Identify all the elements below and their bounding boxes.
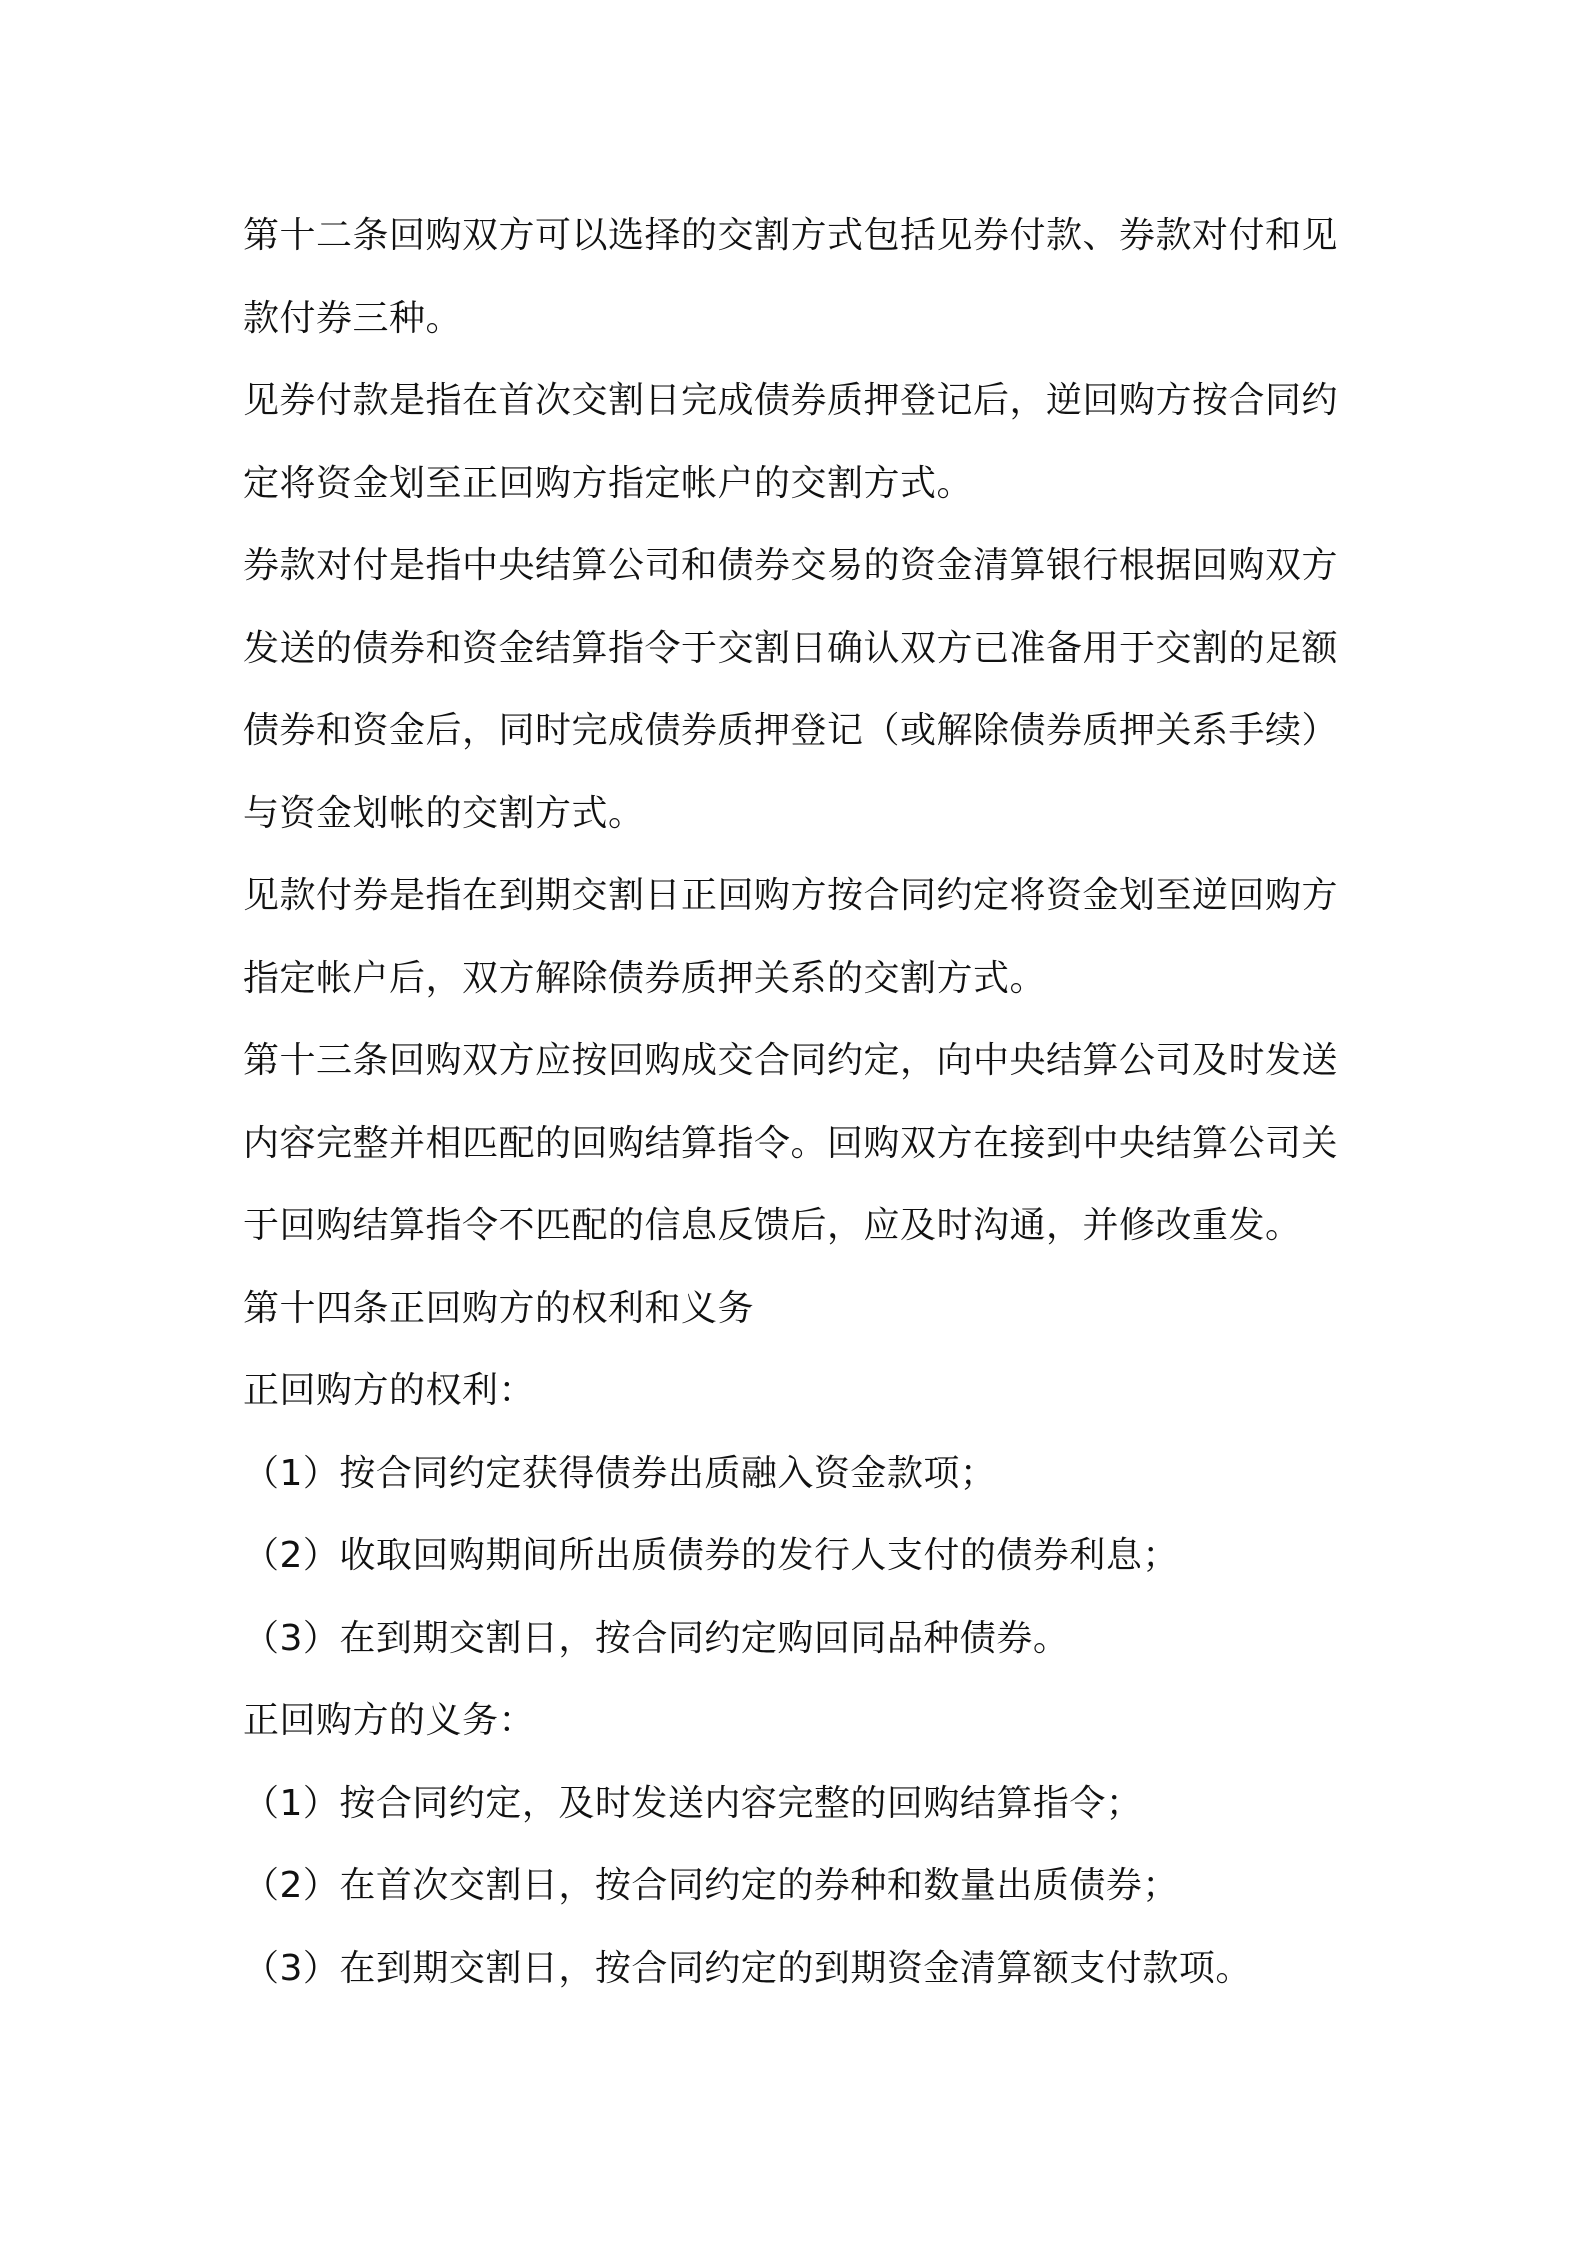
obligations-item-1: （1）按合同约定，及时发送内容完整的回购结算指令； [243,1782,1143,1824]
obligations-item-2: （2）在首次交割日，按合同约定的券种和数量出质债券； [243,1865,1179,1906]
delivery-versus-payment-paragraph: 券款对付是指中央结算公司和债券交易的资金清算银行根据回购双方发送的债券和资金结算指令于交割日确认双方已准备用于交割的足额债券和资金后，同时完成债券质押登记（或解除债券质押关系手续）与资金划帐的交割方式。 [243,545,1339,834]
obligations-item-3: （3）在到期交割日，按合同约定的到期资金清算额支付款项。 [243,1947,1252,1989]
repo-party-obligations-heading: 正回购方的义务： [243,1700,536,1741]
article-12-paragraph: 第十二条回购双方可以选择的交割方式包括见券付款、券款对付和见款付券三种。 [243,215,1339,339]
rights-item-1: （1）按合同约定获得债券出质融入资金款项； [243,1452,997,1494]
delivery-versus-bond-paragraph: 见券付款是指在首次交割日完成债券质押登记后，逆回购方按合同约定将资金划至正回购方指定帐户的交割方式。 [243,380,1339,504]
rights-item-2: （2）收取回购期间所出质债券的发行人支付的债券利息； [243,1535,1179,1576]
bond-after-payment-paragraph: 见款付券是指在到期交割日正回购方按合同约定将资金划至逆回购方指定帐户后，双方解除债券质押关系的交割方式。 [243,875,1339,999]
article-13-paragraph: 第十三条回购双方应按回购成交合同约定，向中央结算公司及时发送内容完整并相匹配的回购结算指令。回购双方在接到中央结算公司关于回购结算指令不匹配的信息反馈后，应及时沟通，并修改重发。 [243,1040,1339,1246]
article-14-heading: 第十四条正回购方的权利和义务 [243,1287,755,1329]
document-body [243,195,1363,2010]
repo-party-rights-heading: 正回购方的权利： [243,1370,536,1411]
rights-item-3: （3）在到期交割日，按合同约定购回同品种债券。 [243,1617,1070,1659]
